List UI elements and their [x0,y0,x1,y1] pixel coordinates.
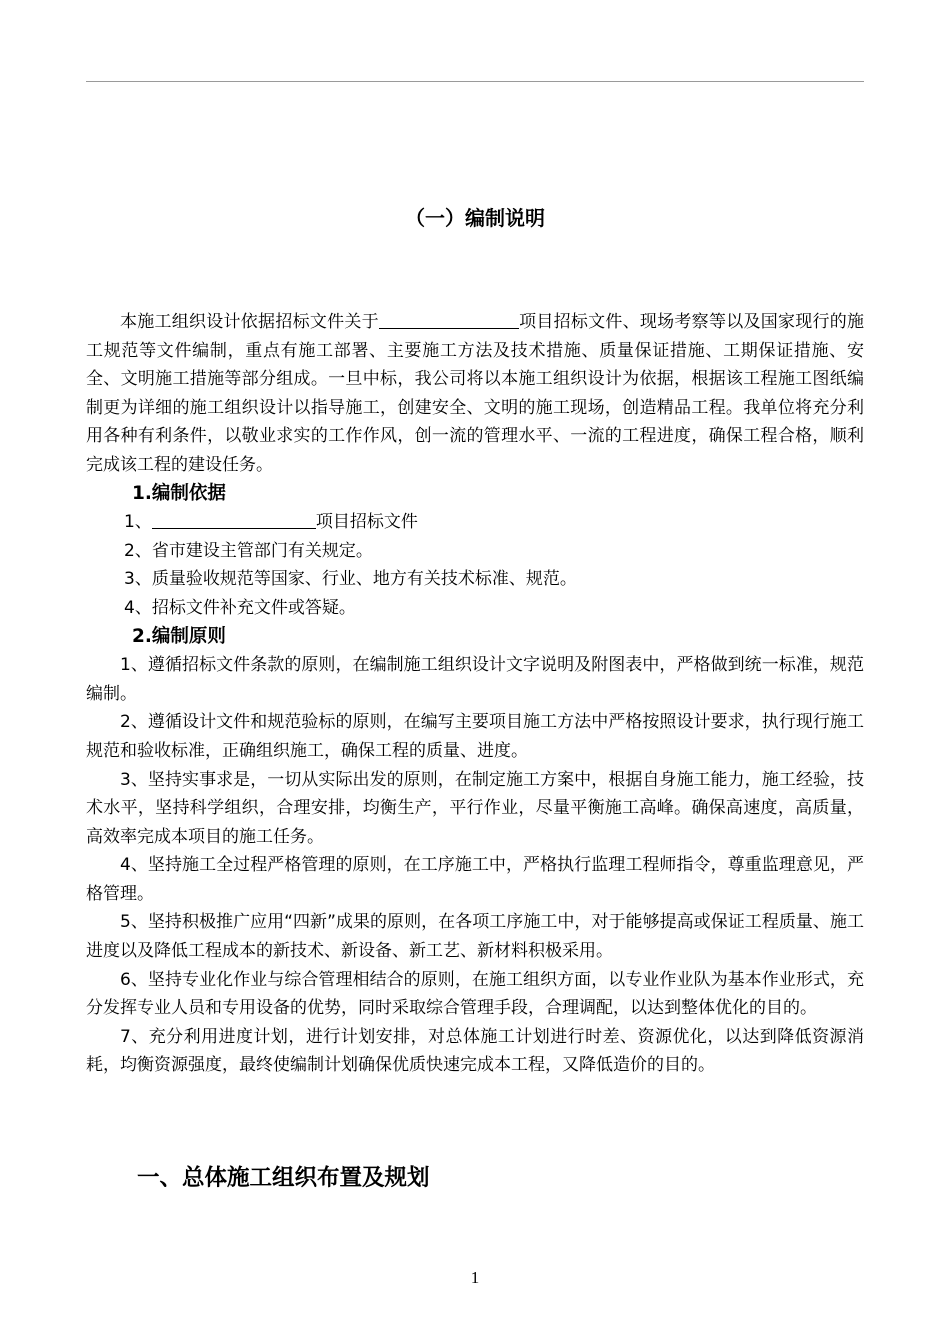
principle-item-3: 3、坚持实事求是，一切从实际出发的原则，在制定施工方案中，根据自身施工能力，施工经验，技术水平，坚持科学组织，合理安排，均衡生产，平行作业，尽量平衡施工高峰。确保高速度，高质量，高效率完成本项目的施工任务。 [86,769,864,847]
principle-item-4: 4、坚持施工全过程严格管理的原则，在工序施工中，严格执行监理工程师指令，尊重监理意见，严格管理。 [86,855,864,904]
basis-item-4: 4、招标文件补充文件或答疑。 [124,597,356,618]
blank-project-name-2 [152,509,316,529]
principles-heading: 2.编制原则 [132,625,226,647]
intro-text-part2: 项目招标文件、现场考察等以及国家现行的施工规范等文件编制，重点有施工部署、主要施工方法及技术措施、质量保证措施、工期保证措施、安全、文明施工措施等部分组成。一旦中标，我公司将以本施工组织设计为依据，根据该工程施工图纸编制更为详细的施工组织设计以指导施工，创建安全、文明的施工现场，创造精品工程。我单位将充分利用各种有利条件，以敬业求实的工作作风，创一流的管理水平、一流的工程进度，确保工程合格，顺利完成该工程的建设任务。 [86,312,865,475]
chapter-title: 一、总体施工组织布置及规划 [137,1165,430,1191]
principle-item-2: 2、遵循设计文件和规范验标的原则，在编写主要项目施工方法中严格按照设计要求，执行现行施工规范和验收标准，正确组织施工，确保工程的质量、进度。 [86,712,864,761]
page-number: 1 [470,1268,480,1287]
basis-item-1-prefix: 1、 [124,512,152,533]
principle-item-5: 5、坚持积极推广应用“四新”成果的原则，在各项工序施工中，对于能够提高或保证工程质量、施工进度以及降低工程成本的新技术、新设备、新工艺、新材料积极采用。 [86,912,864,962]
intro-text-part1: 本施工组织设计依据招标文件关于 [120,312,379,332]
principle-item-7: 7、充分利用进度计划，进行计划安排，对总体施工计划进行时差、资源优化，以达到降低资源消耗，均衡资源强度，最终使编制计划确保优质快速完成本工程，又降低造价的目的。 [86,1026,864,1076]
blank-project-name [379,309,519,329]
basis-item-2: 2、省市建设主管部门有关规定。 [124,540,373,561]
basis-heading: 1.编制依据 [132,482,226,504]
intro-paragraph [86,308,864,480]
content-body [86,308,864,1080]
principle-item-6: 6、坚持专业化作业与综合管理相结合的原则，在施工组织方面，以专业作业队为基本作业形式，充分发挥专业人员和专用设备的优势，同时采取综合管理手段，合理调配，以达到整体优化的目的。 [86,969,864,1019]
section-title: （一）编制说明 [405,206,545,230]
header-rule [86,81,864,82]
principle-item-1: 1、遵循招标文件条款的原则，在编制施工组织设计文字说明及附图表中，严格做到统一标准，规范编制。 [86,655,864,704]
basis-item-1 [86,508,864,537]
basis-item-3: 3、质量验收规范等国家、行业、地方有关技术标准、规范。 [124,569,577,590]
basis-item-1-suffix: 项目招标文件 [315,512,418,533]
